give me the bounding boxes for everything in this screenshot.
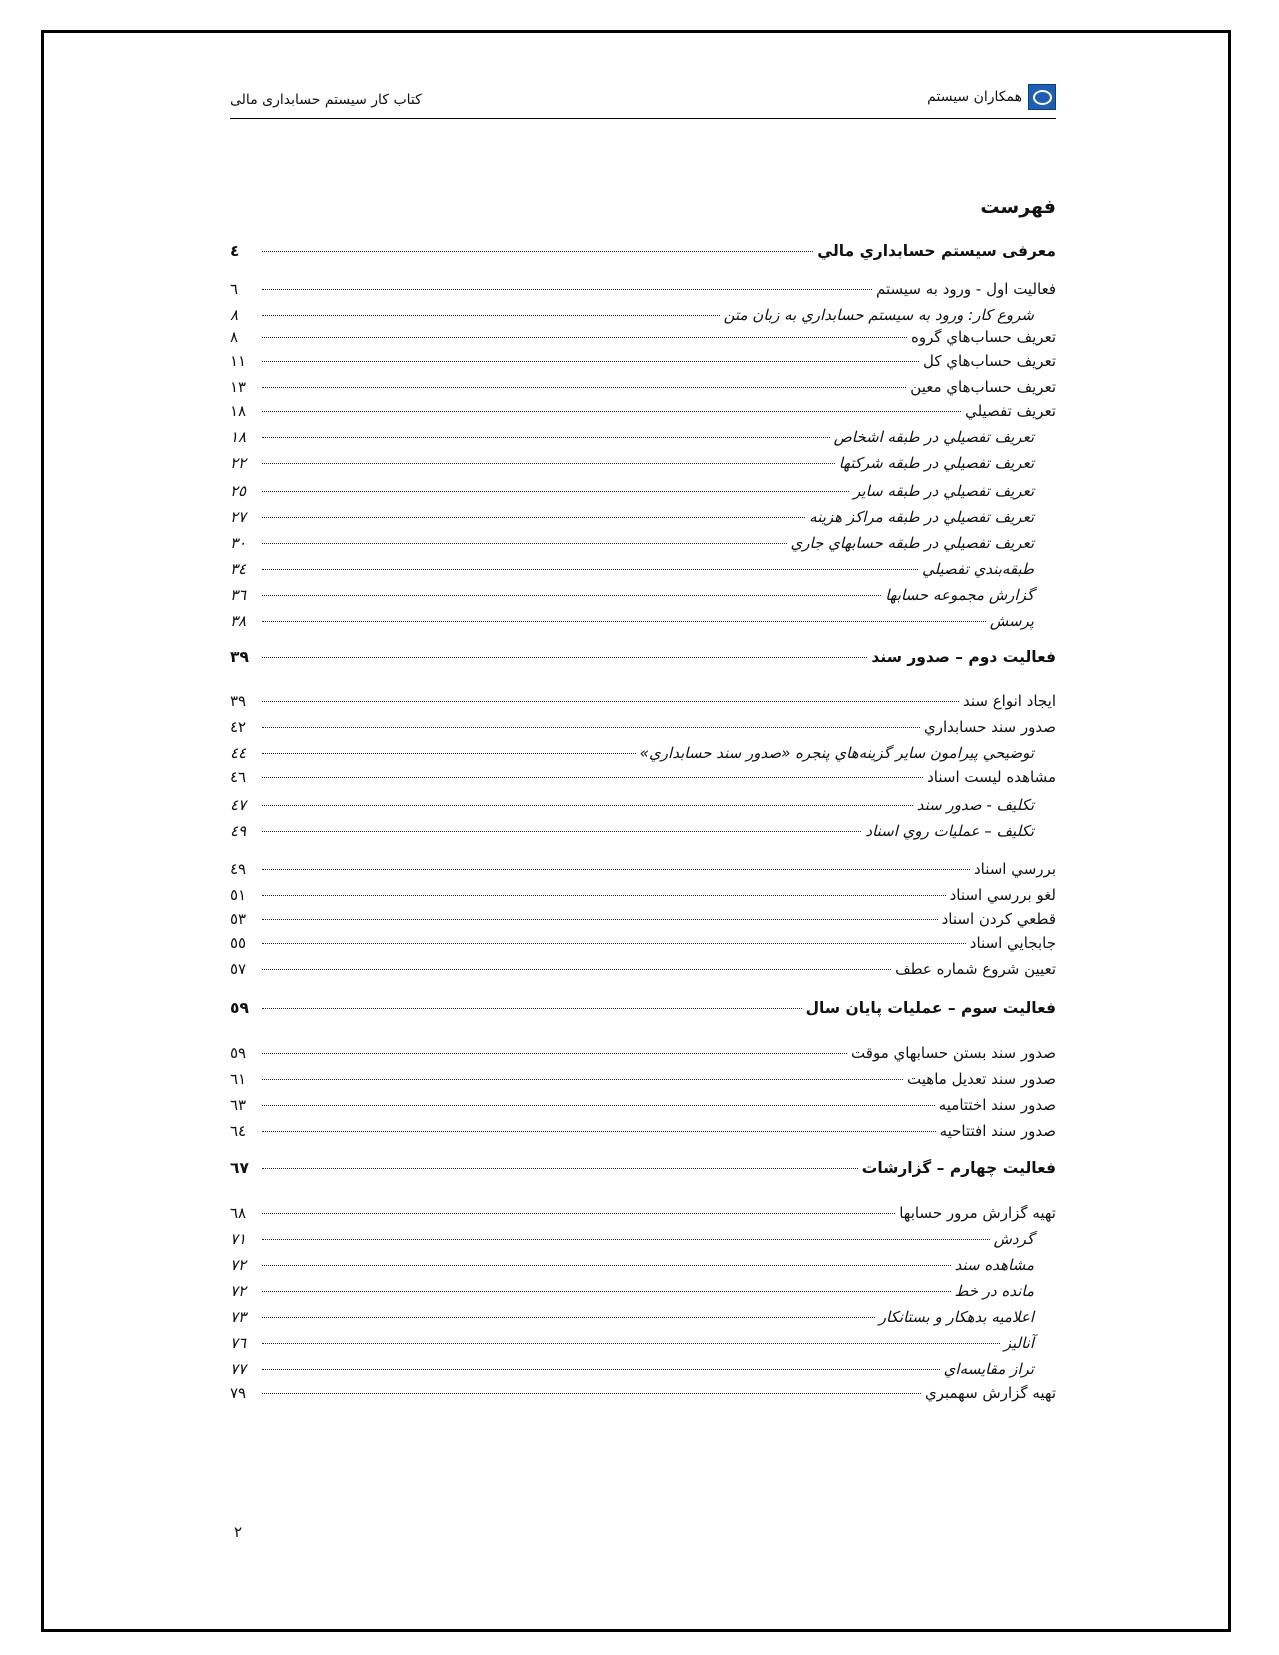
toc-entry[interactable] <box>230 612 1056 632</box>
company-name: همکاران سیستم <box>927 89 1022 105</box>
toc-entry-label: صدور سند اختتاميه <box>938 1096 1056 1114</box>
dot-leader <box>262 1079 903 1080</box>
toc-entry-page: ٤٩ <box>230 822 247 840</box>
toc-entry-label: صدور سند تعديل ماهيت <box>907 1070 1056 1088</box>
toc-entry-label: فعالیت چهارم – گزارشات <box>861 1159 1056 1177</box>
toc-entry[interactable] <box>230 1334 1056 1354</box>
dot-leader <box>262 1369 940 1370</box>
dot-leader <box>262 315 720 316</box>
dot-leader <box>262 1008 802 1009</box>
page-number: ٢ <box>234 1523 243 1541</box>
toc-entry[interactable] <box>230 428 1056 448</box>
toc-entry-page: ٧٧ <box>230 1360 247 1378</box>
toc-entry[interactable] <box>230 508 1056 528</box>
toc-entry-page: ٥٥ <box>230 934 247 952</box>
dot-leader <box>262 437 830 438</box>
toc-entry-page: ٥١ <box>230 886 247 904</box>
toc-entry-label: تعريف تفصيلي در طبقه اشخاص <box>833 428 1034 446</box>
toc-entry-label: بررسي اسناد <box>973 860 1056 878</box>
toc-entry-label: طبقه‌بندي تفصيلي <box>922 560 1034 578</box>
toc-entry[interactable] <box>230 482 1056 502</box>
dot-leader <box>262 1343 1000 1344</box>
toc-entry-label: تکليف - صدور سند <box>916 796 1034 814</box>
toc-entry-page: ٨ <box>230 306 239 324</box>
toc-entry-page: ٥٧ <box>230 960 247 978</box>
toc-entry[interactable] <box>230 1096 1056 1116</box>
toc-entry[interactable] <box>230 242 1056 262</box>
toc-entry-page: ١٨ <box>230 428 247 446</box>
toc-entry-label: تعريف تفصيلي در طبقه شرکتها <box>838 454 1034 472</box>
toc-entry[interactable] <box>230 352 1056 372</box>
dot-leader <box>262 1213 895 1214</box>
toc-entry-page: ٣٩ <box>230 692 247 710</box>
toc-entry-label: تعريف حساب‌هاي گروه <box>910 328 1056 346</box>
dot-leader <box>262 361 919 362</box>
toc-entry[interactable] <box>230 1070 1056 1090</box>
dot-leader <box>262 1239 990 1240</box>
dot-leader <box>262 1105 935 1106</box>
dot-leader <box>262 411 961 412</box>
toc-entry-label: تعريف حساب‌هاي کل <box>923 352 1056 370</box>
toc-entry-label: پرسش <box>989 612 1034 630</box>
toc-title: فهرست <box>980 196 1056 218</box>
dot-leader <box>262 831 861 832</box>
toc-entry-label: صدور سند افتتاحيه <box>939 1122 1056 1140</box>
toc-entry-page: ٦٧ <box>230 1159 249 1177</box>
company-logo-icon <box>1028 84 1056 110</box>
toc-entry[interactable] <box>230 306 1056 326</box>
dot-leader <box>262 777 923 778</box>
toc-entry-label: مشاهده سند <box>954 1256 1034 1274</box>
dot-leader <box>262 463 835 464</box>
toc-entry[interactable] <box>230 692 1056 712</box>
toc-entry-page: ٥٩ <box>230 1044 247 1062</box>
dot-leader <box>262 895 946 896</box>
toc-entry[interactable] <box>230 768 1056 788</box>
dot-leader <box>262 289 872 290</box>
toc-entry-page: ٧١ <box>230 1230 247 1248</box>
toc-entry[interactable] <box>230 1044 1056 1064</box>
toc-entry-label: تهيه گزارش مرور حسابها <box>899 1204 1056 1222</box>
toc-entry-page: ٨ <box>230 328 239 346</box>
toc-entry-page: ٣٨ <box>230 612 247 630</box>
dot-leader <box>262 753 636 754</box>
toc-entry-page: ٧٦ <box>230 1334 247 1352</box>
dot-leader <box>262 727 920 728</box>
toc-entry-label: جابجايي اسناد <box>969 934 1056 952</box>
toc-entry[interactable] <box>230 378 1056 398</box>
toc-entry-page: ٣٦ <box>230 586 247 604</box>
toc-entry-label: توضيحي پيرامون ساير گزينه‌هاي پنجره «صدور سند حسابداري» <box>639 744 1034 762</box>
toc-entry[interactable] <box>230 796 1056 816</box>
toc-entry-label: صدور سند بستن حسابهاي موقت <box>851 1044 1056 1062</box>
toc-entry-page: ٣٤ <box>230 560 247 578</box>
toc-entry[interactable] <box>230 886 1056 906</box>
dot-leader <box>262 805 913 806</box>
toc-entry[interactable] <box>230 960 1056 980</box>
toc-entry[interactable] <box>230 280 1056 300</box>
toc-entry-label: آناليز <box>1003 1334 1034 1352</box>
dot-leader <box>262 1168 858 1169</box>
toc-entry-label: ايجاد انواع سند <box>963 692 1056 710</box>
toc-entry[interactable] <box>230 402 1056 422</box>
toc-entry-label: گزارش مجموعه حسابها <box>885 586 1034 604</box>
toc-entry-page: ٦٤ <box>230 1122 247 1140</box>
toc-entry-label: فعالیت سوم – عمليات پايان سال <box>805 999 1056 1017</box>
toc-entry-page: ٦٨ <box>230 1204 247 1222</box>
toc-entry-page: ٦٣ <box>230 1096 247 1114</box>
toc-entry-label: مشاهده ليست اسناد <box>927 768 1056 786</box>
toc-entry[interactable] <box>230 718 1056 738</box>
toc-entry-label: گردش <box>993 1230 1034 1248</box>
toc-entry[interactable] <box>230 999 1056 1019</box>
dot-leader <box>262 543 787 544</box>
toc-entry-page: ٧٣ <box>230 1308 247 1326</box>
dot-leader <box>262 251 813 252</box>
toc-entry[interactable] <box>230 822 1056 842</box>
dot-leader <box>262 919 938 920</box>
toc-entry[interactable] <box>230 1159 1056 1179</box>
toc-entry[interactable] <box>230 934 1056 954</box>
toc-entry[interactable] <box>230 910 1056 930</box>
toc-entry[interactable] <box>230 648 1056 668</box>
toc-entry-page: ٦١ <box>230 1070 247 1088</box>
toc-entry-page: ٣٠ <box>230 534 247 552</box>
toc-entry[interactable] <box>230 586 1056 606</box>
toc-entry-label: تعريف تفصيلي در طبقه ساير <box>853 482 1034 500</box>
dot-leader <box>262 1131 936 1132</box>
page-header <box>230 82 1056 119</box>
dot-leader <box>262 569 918 570</box>
toc-entry-page: ١١ <box>230 352 247 370</box>
toc-entry-page: ٤٧ <box>230 796 247 814</box>
toc-entry[interactable] <box>230 1360 1056 1380</box>
toc-entry-page: ٢٢ <box>230 454 247 472</box>
toc-entry-page: ٤٢ <box>230 718 247 736</box>
dot-leader <box>262 1291 951 1292</box>
toc-entry-page: ٦ <box>230 280 239 298</box>
toc-entry[interactable] <box>230 1384 1056 1404</box>
toc-entry-label: قطعي کردن اسناد <box>941 910 1056 928</box>
toc-entry-label: تعيين شروع شماره عطف <box>895 960 1056 978</box>
toc-entry[interactable] <box>230 860 1056 880</box>
toc-entry-page: ٥٩ <box>230 999 249 1017</box>
toc-entry-label: فعالیت دوم – صدور سند <box>871 648 1056 666</box>
toc-entry-label: فعالیت اول - ورود به سیستم <box>876 280 1056 298</box>
toc-entry-label: شروع کار: ورود به سیستم حسابداري به زبان متن <box>723 306 1034 324</box>
toc-entry-label: اعلاميه بدهکار و بستانکار <box>878 1308 1034 1326</box>
dot-leader <box>262 387 906 388</box>
toc-entry-label: تعريف تفصيلي در طبقه حسابهاي جاري <box>790 534 1034 552</box>
dot-leader <box>262 943 966 944</box>
toc-entry-label: معرفی سیستم حسابداري مالي <box>817 242 1056 260</box>
toc-entry[interactable] <box>230 328 1056 348</box>
dot-leader <box>262 517 805 518</box>
toc-entry-label: تراز مقايسه‌اي <box>943 1360 1034 1378</box>
toc-entry[interactable] <box>230 1256 1056 1276</box>
dot-leader <box>262 1053 847 1054</box>
toc-entry-page: ٥٣ <box>230 910 247 928</box>
book-title: کتاب کار سیستم حسابداری مالی <box>230 92 422 108</box>
toc-entry-page: ٢٥ <box>230 482 247 500</box>
dot-leader <box>262 595 881 596</box>
toc-entry-page: ١٨ <box>230 402 247 420</box>
dot-leader <box>262 1393 921 1394</box>
toc-entry-label: تکليف – عمليات روي اسناد <box>865 822 1034 840</box>
dot-leader <box>262 337 907 338</box>
toc-entry[interactable] <box>230 454 1056 474</box>
toc-entry-label: تهيه گزارش سهمبري <box>924 1384 1056 1402</box>
toc-entry-label: صدور سند حسابداري <box>923 718 1056 736</box>
toc-entry-label: تعريف تفصيلي <box>965 402 1056 420</box>
toc-entry[interactable] <box>230 560 1056 580</box>
toc-entry-page: ٧٩ <box>230 1384 247 1402</box>
toc-entry-page: ٧٢ <box>230 1282 247 1300</box>
toc-entry-page: ٤ <box>230 242 240 260</box>
toc-entry-label: مانده در خط <box>954 1282 1034 1300</box>
toc-entry[interactable] <box>230 1308 1056 1328</box>
dot-leader <box>262 657 867 658</box>
dot-leader <box>262 969 891 970</box>
toc-entry[interactable] <box>230 744 1056 764</box>
toc-entry[interactable] <box>230 1282 1056 1302</box>
dot-leader <box>262 621 986 622</box>
toc-entry-page: ١٣ <box>230 378 247 396</box>
toc-entry-label: لغو بررسي اسناد <box>949 886 1056 904</box>
toc-entry[interactable] <box>230 1230 1056 1250</box>
dot-leader <box>262 491 849 492</box>
toc-entry-page: ٢٧ <box>230 508 247 526</box>
toc-entry-page: ٤٦ <box>230 768 247 786</box>
toc-entry-page: ٤٤ <box>230 744 247 762</box>
toc-entry-page: ٣٩ <box>230 648 249 666</box>
toc-entry-label: تعريف حساب‌هاي معين <box>910 378 1056 396</box>
company-block <box>927 84 1056 110</box>
dot-leader <box>262 1317 875 1318</box>
toc-entry[interactable] <box>230 1204 1056 1224</box>
toc-entry[interactable] <box>230 534 1056 554</box>
toc-entry-page: ٤٩ <box>230 860 247 878</box>
dot-leader <box>262 869 970 870</box>
toc-entry[interactable] <box>230 1122 1056 1142</box>
dot-leader <box>262 701 959 702</box>
dot-leader <box>262 1265 951 1266</box>
toc-entry-label: تعريف تفصيلي در طبقه مراكز هزينه <box>809 508 1034 526</box>
toc-entry-page: ٧٢ <box>230 1256 247 1274</box>
